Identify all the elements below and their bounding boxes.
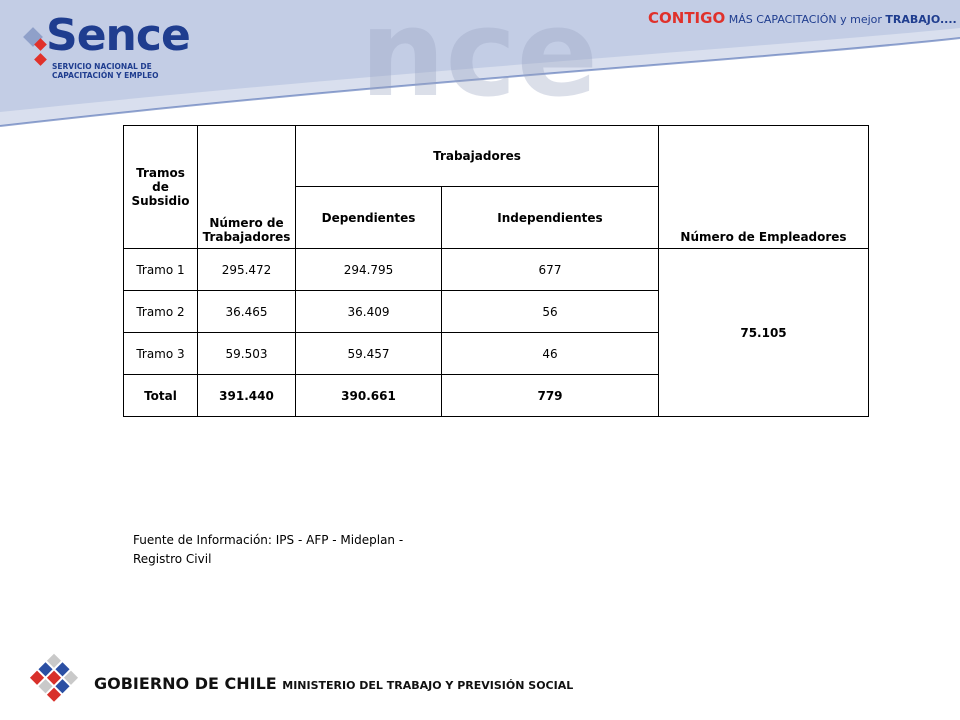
cell-total-numero: 391.440 bbox=[198, 375, 296, 417]
cell-independientes: 677 bbox=[442, 249, 659, 291]
cell-numero: 295.472 bbox=[198, 249, 296, 291]
cell-tramo: Tramo 2 bbox=[124, 291, 198, 333]
cell-empleadores: 75.105 bbox=[659, 249, 869, 417]
source-note: Fuente de Información: IPS - AFP - Mideplan - Registro Civil bbox=[133, 533, 404, 566]
footer-government-logo bbox=[22, 652, 574, 712]
footer-ministerio: MINISTERIO DEL TRABAJO Y PREVISIÓN SOCIAL bbox=[282, 679, 574, 692]
slogan-contigo: CONTIGO bbox=[648, 9, 726, 27]
cell-dependientes: 59.457 bbox=[296, 333, 442, 375]
header-tramos: Tramos de Subsidio bbox=[124, 126, 198, 249]
cell-total-dependientes: 390.661 bbox=[296, 375, 442, 417]
cell-tramo: Tramo 1 bbox=[124, 249, 198, 291]
footer-text bbox=[94, 674, 573, 693]
header-dependientes: Dependientes bbox=[296, 187, 442, 249]
header-independientes: Independientes bbox=[442, 187, 659, 249]
header-numero-trabajadores: Número de Trabajadores bbox=[198, 126, 296, 249]
cell-total-independientes: 779 bbox=[442, 375, 659, 417]
header-trabajadores: Trabajadores bbox=[296, 126, 659, 187]
cell-numero: 59.503 bbox=[198, 333, 296, 375]
header-numero-empleadores: Número de Empleadores bbox=[659, 126, 869, 249]
slogan-middle: MÁS CAPACITACIÓN y mejor bbox=[728, 13, 882, 26]
table-row bbox=[124, 249, 869, 291]
sence-logo-subtitle: SERVICIO NACIONAL DE CAPACITACIÓN Y EMPLEO bbox=[52, 62, 159, 80]
header-slogan bbox=[648, 9, 957, 27]
cell-independientes: 46 bbox=[442, 333, 659, 375]
header-banner bbox=[0, 0, 960, 130]
cell-total-label: Total bbox=[124, 375, 198, 417]
cell-independientes: 56 bbox=[442, 291, 659, 333]
cell-dependientes: 36.409 bbox=[296, 291, 442, 333]
watermark-text: nce bbox=[360, 0, 598, 124]
slogan-trabajo: TRABAJO.... bbox=[885, 13, 957, 26]
cell-dependientes: 294.795 bbox=[296, 249, 442, 291]
cell-numero: 36.465 bbox=[198, 291, 296, 333]
table-header-row bbox=[124, 126, 869, 187]
sence-logo: Sence bbox=[46, 10, 190, 61]
subsidy-table bbox=[123, 125, 869, 417]
government-grid-icon bbox=[22, 652, 86, 712]
footer-gobierno: GOBIERNO DE CHILE bbox=[94, 674, 277, 693]
cell-tramo: Tramo 3 bbox=[124, 333, 198, 375]
